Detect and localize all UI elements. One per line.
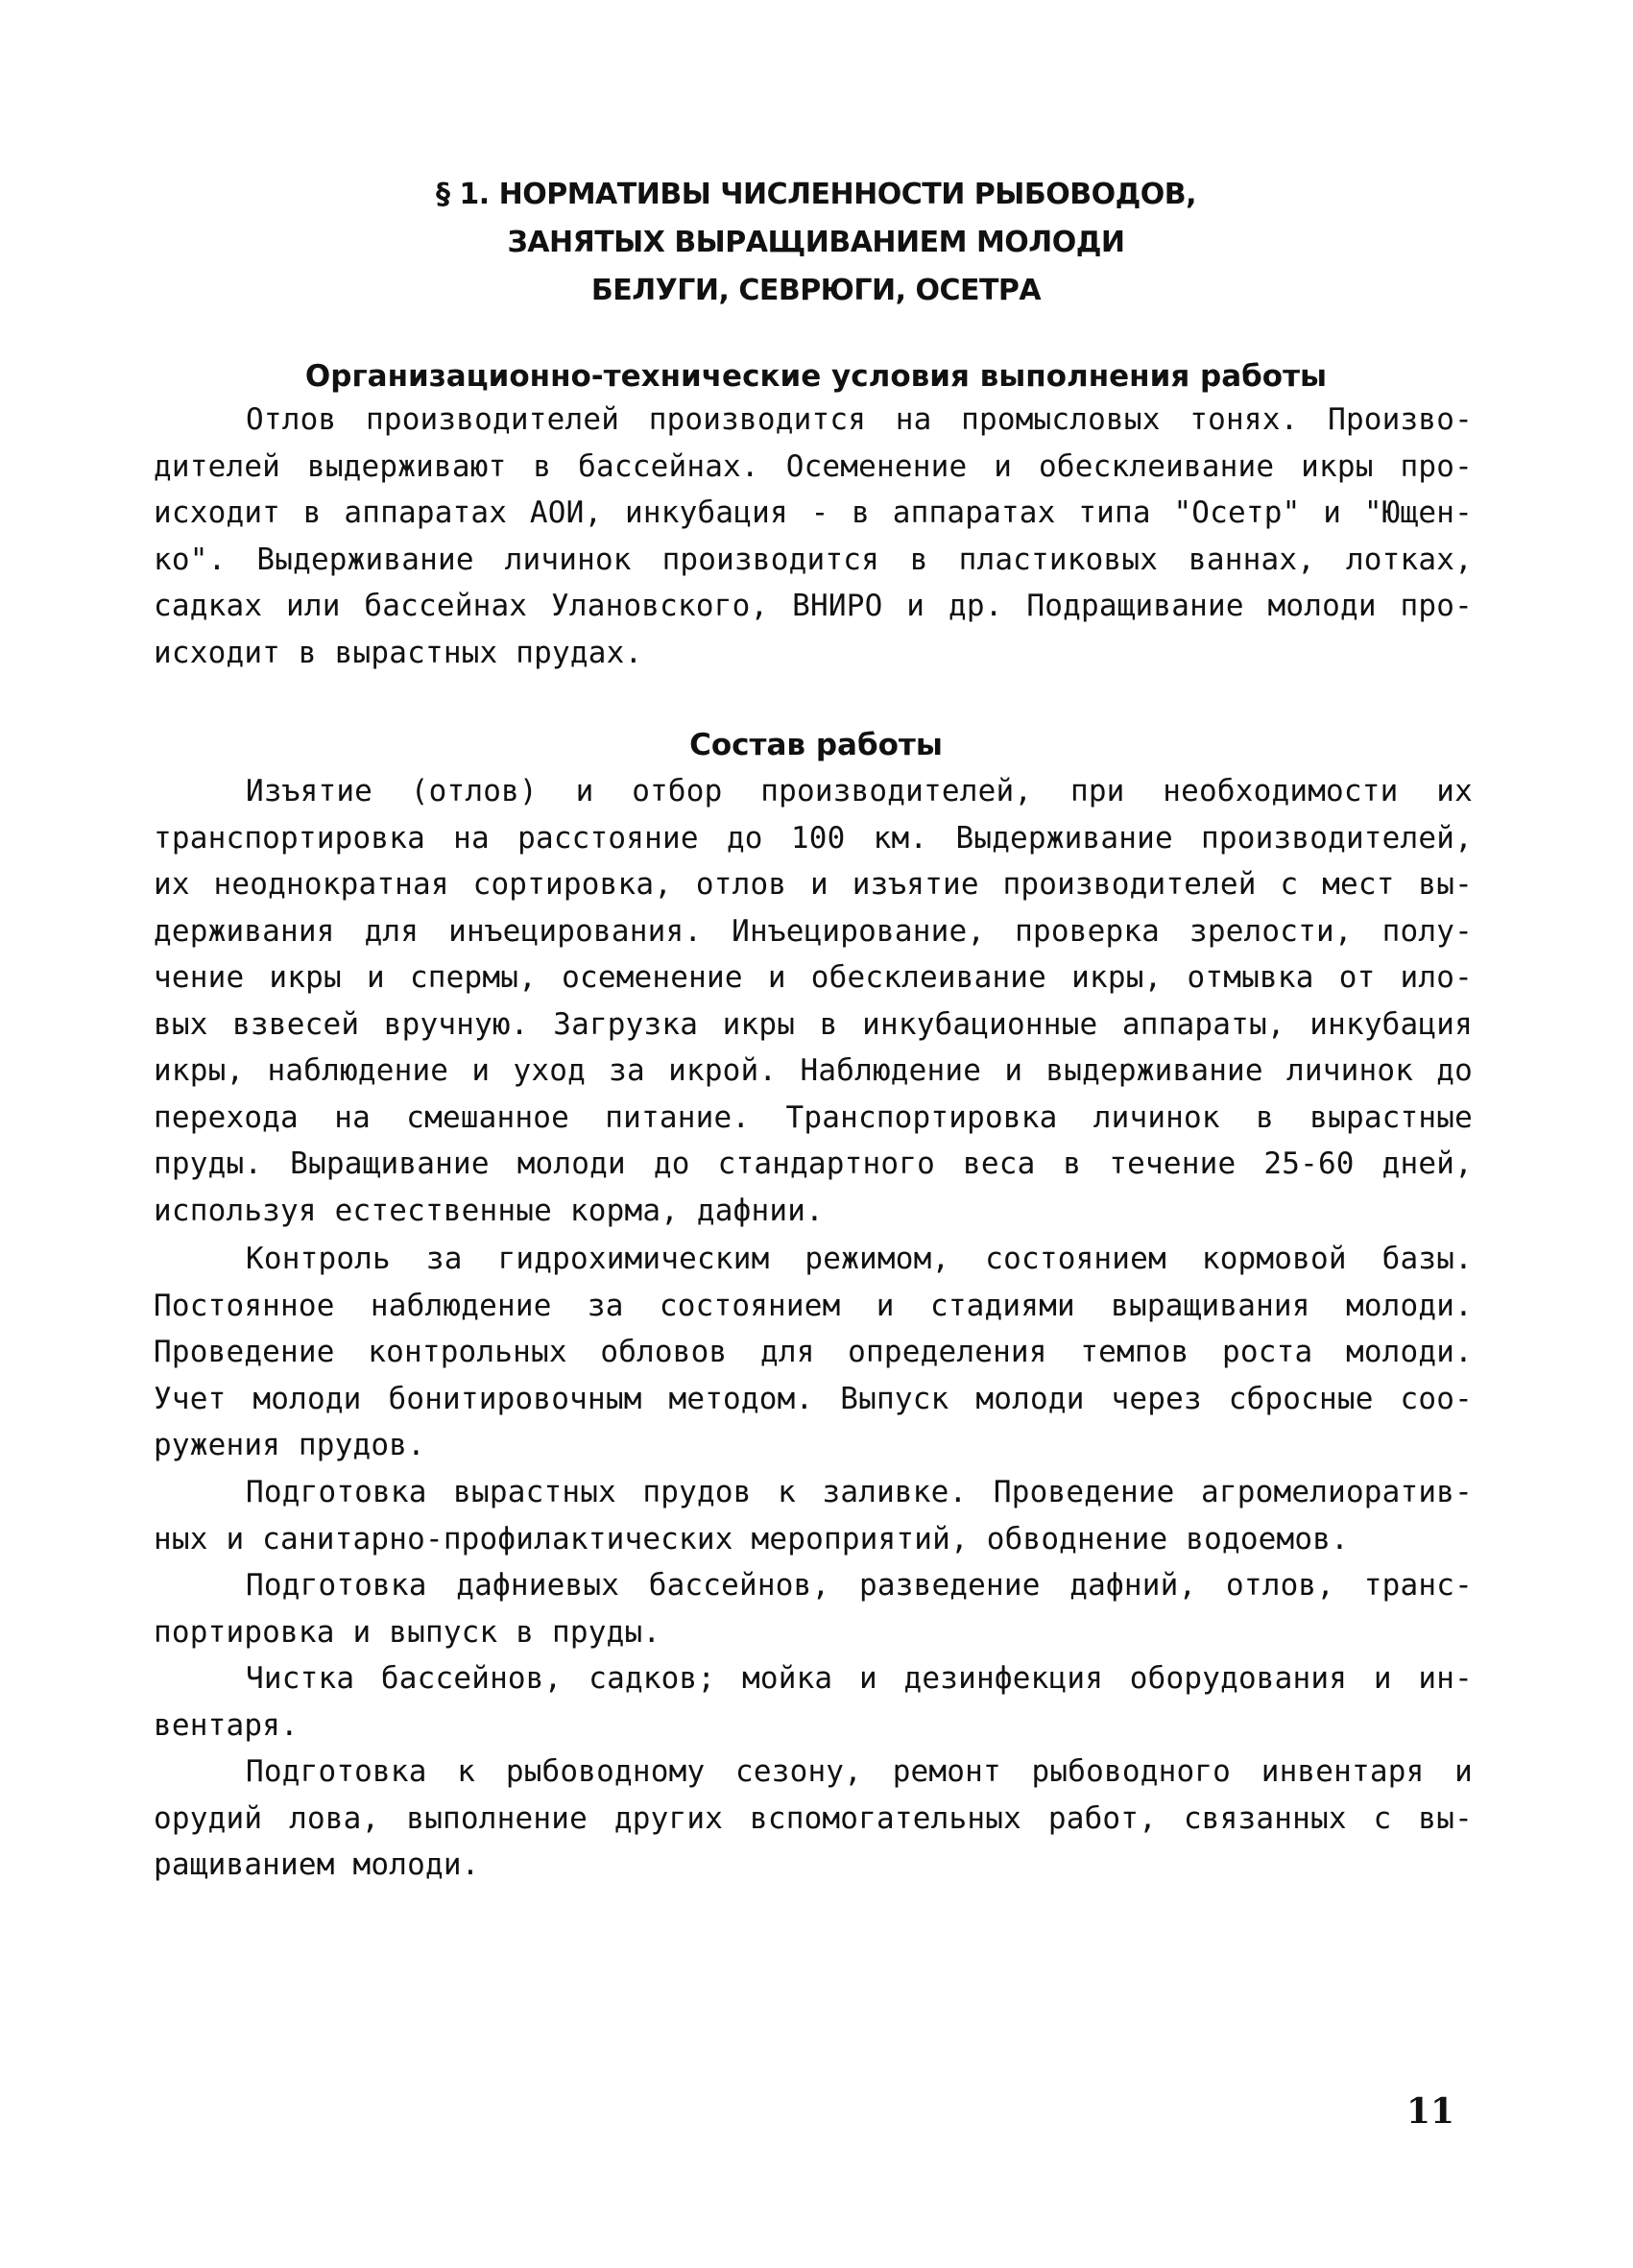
text-line: используя естественные корма, дафнии. [154,1193,824,1228]
conditions-subheading: Организационно-технические условия выполнения работы [304,359,1328,394]
text-line: Проведение контрольных обловов для определения темпов роста молоди. [154,1335,1473,1369]
conditions-paragraph [154,397,1473,676]
text-line: Постоянное наблюдение за состоянием и стадиями выращивания молоди. [154,1288,1473,1323]
text-line: садках или бассейнах Улановского, ВНИРО и др. Подращивание молоди про- [154,589,1473,623]
text-line: пруды. Выращивание молоди до стандартного веса в течение 25-60 дней, [154,1146,1473,1181]
text-line: ных и санитарно-профилактических мероприятий, обводнение водоемов. [154,1521,1349,1556]
text-line: Контроль за гидрохимическим режимом, состоянием кормовой базы. [246,1242,1473,1276]
work-paragraph-4 [154,1562,1473,1655]
text-line: ращиванием молоди. [154,1847,480,1882]
text-line: чение икры и спермы, осеменение и обесклеивание икры, отмывка от ило- [154,960,1473,995]
text-line: их неоднократная сортировка, отлов и изъятие производителей с мест вы- [154,867,1473,902]
text-line: дителей выдерживают в бассейнах. Осеменение и обесклеивание икры про- [154,448,1473,484]
page-number: 11 [1406,2091,1455,2132]
text-line: вентаря. [154,1707,299,1743]
text-line: перехода на смешанное питание. Транспортировка личинок в вырастные [154,1099,1473,1135]
text-line: вых взвесей вручную. Загрузка икры в инкубационные аппараты, инкубация [154,1006,1473,1042]
text-line: исходит в аппаратах АОИ, инкубация - в аппаратах типа "Осетр" и "Ющен- [154,495,1473,530]
heading-line-2: ЗАНЯТЫХ ВЫРАЩИВАНИЕМ МОЛОДИ [507,226,1125,259]
text-line: ко". Выдерживание личинок производится в пластиковых ваннах, лотках, [154,542,1473,577]
text-line: Отлов производителей производится на промысловых тонях. Произво- [246,402,1473,437]
heading-line-3: БЕЛУГИ, СЕВРЮГИ, ОСЕТРА [590,274,1042,307]
text-line: Подготовка дафниевых бассейнов, разведение дафний, отлов, транс- [246,1568,1473,1603]
text-line: транспортировка на расстояние до 100 км. Выдерживание производителей, [154,820,1473,856]
text-line: держивания для инъецирования. Инъецирование, проверка зрелости, полу- [154,913,1473,949]
work-composition-subheading: Состав работы [689,728,943,762]
text-line: портировка и выпуск в пруды. [154,1614,661,1650]
work-paragraph-2 [154,1236,1473,1469]
text-line: Подготовка вырастных прудов к заливке. Проведение агромелиоратив- [246,1475,1473,1509]
heading-line-1: § 1. НОРМАТИВЫ ЧИСЛЕННОСТИ РЫБОВОДОВ, [435,178,1197,211]
text-line: орудий лова, выполнение других вспомогательных работ, связанных с вы- [154,1800,1473,1836]
text-line: исходит в вырастных прудах. [154,635,643,670]
text-line: ружения прудов. [154,1428,425,1462]
text-line: Изъятие (отлов) и отбор производителей, при необходимости их [246,774,1473,808]
work-paragraph-1 [154,768,1473,1234]
section-heading [192,171,1440,315]
text-line: Учет молоди бонитировочным методом. Выпуск молоди через сбросные соо- [154,1381,1473,1416]
work-paragraph-5 [154,1655,1473,1749]
work-paragraph-6 [154,1749,1473,1889]
text-line: Подготовка к рыбоводному сезону, ремонт рыбоводного инвентаря и [246,1754,1473,1789]
text-line: икры, наблюдение и уход за икрой. Наблюдение и выдерживание личинок до [154,1053,1473,1088]
work-paragraph-3 [154,1469,1473,1562]
text-line: Чистка бассейнов, садков; мойка и дезинфекция оборудования и ин- [246,1661,1473,1696]
